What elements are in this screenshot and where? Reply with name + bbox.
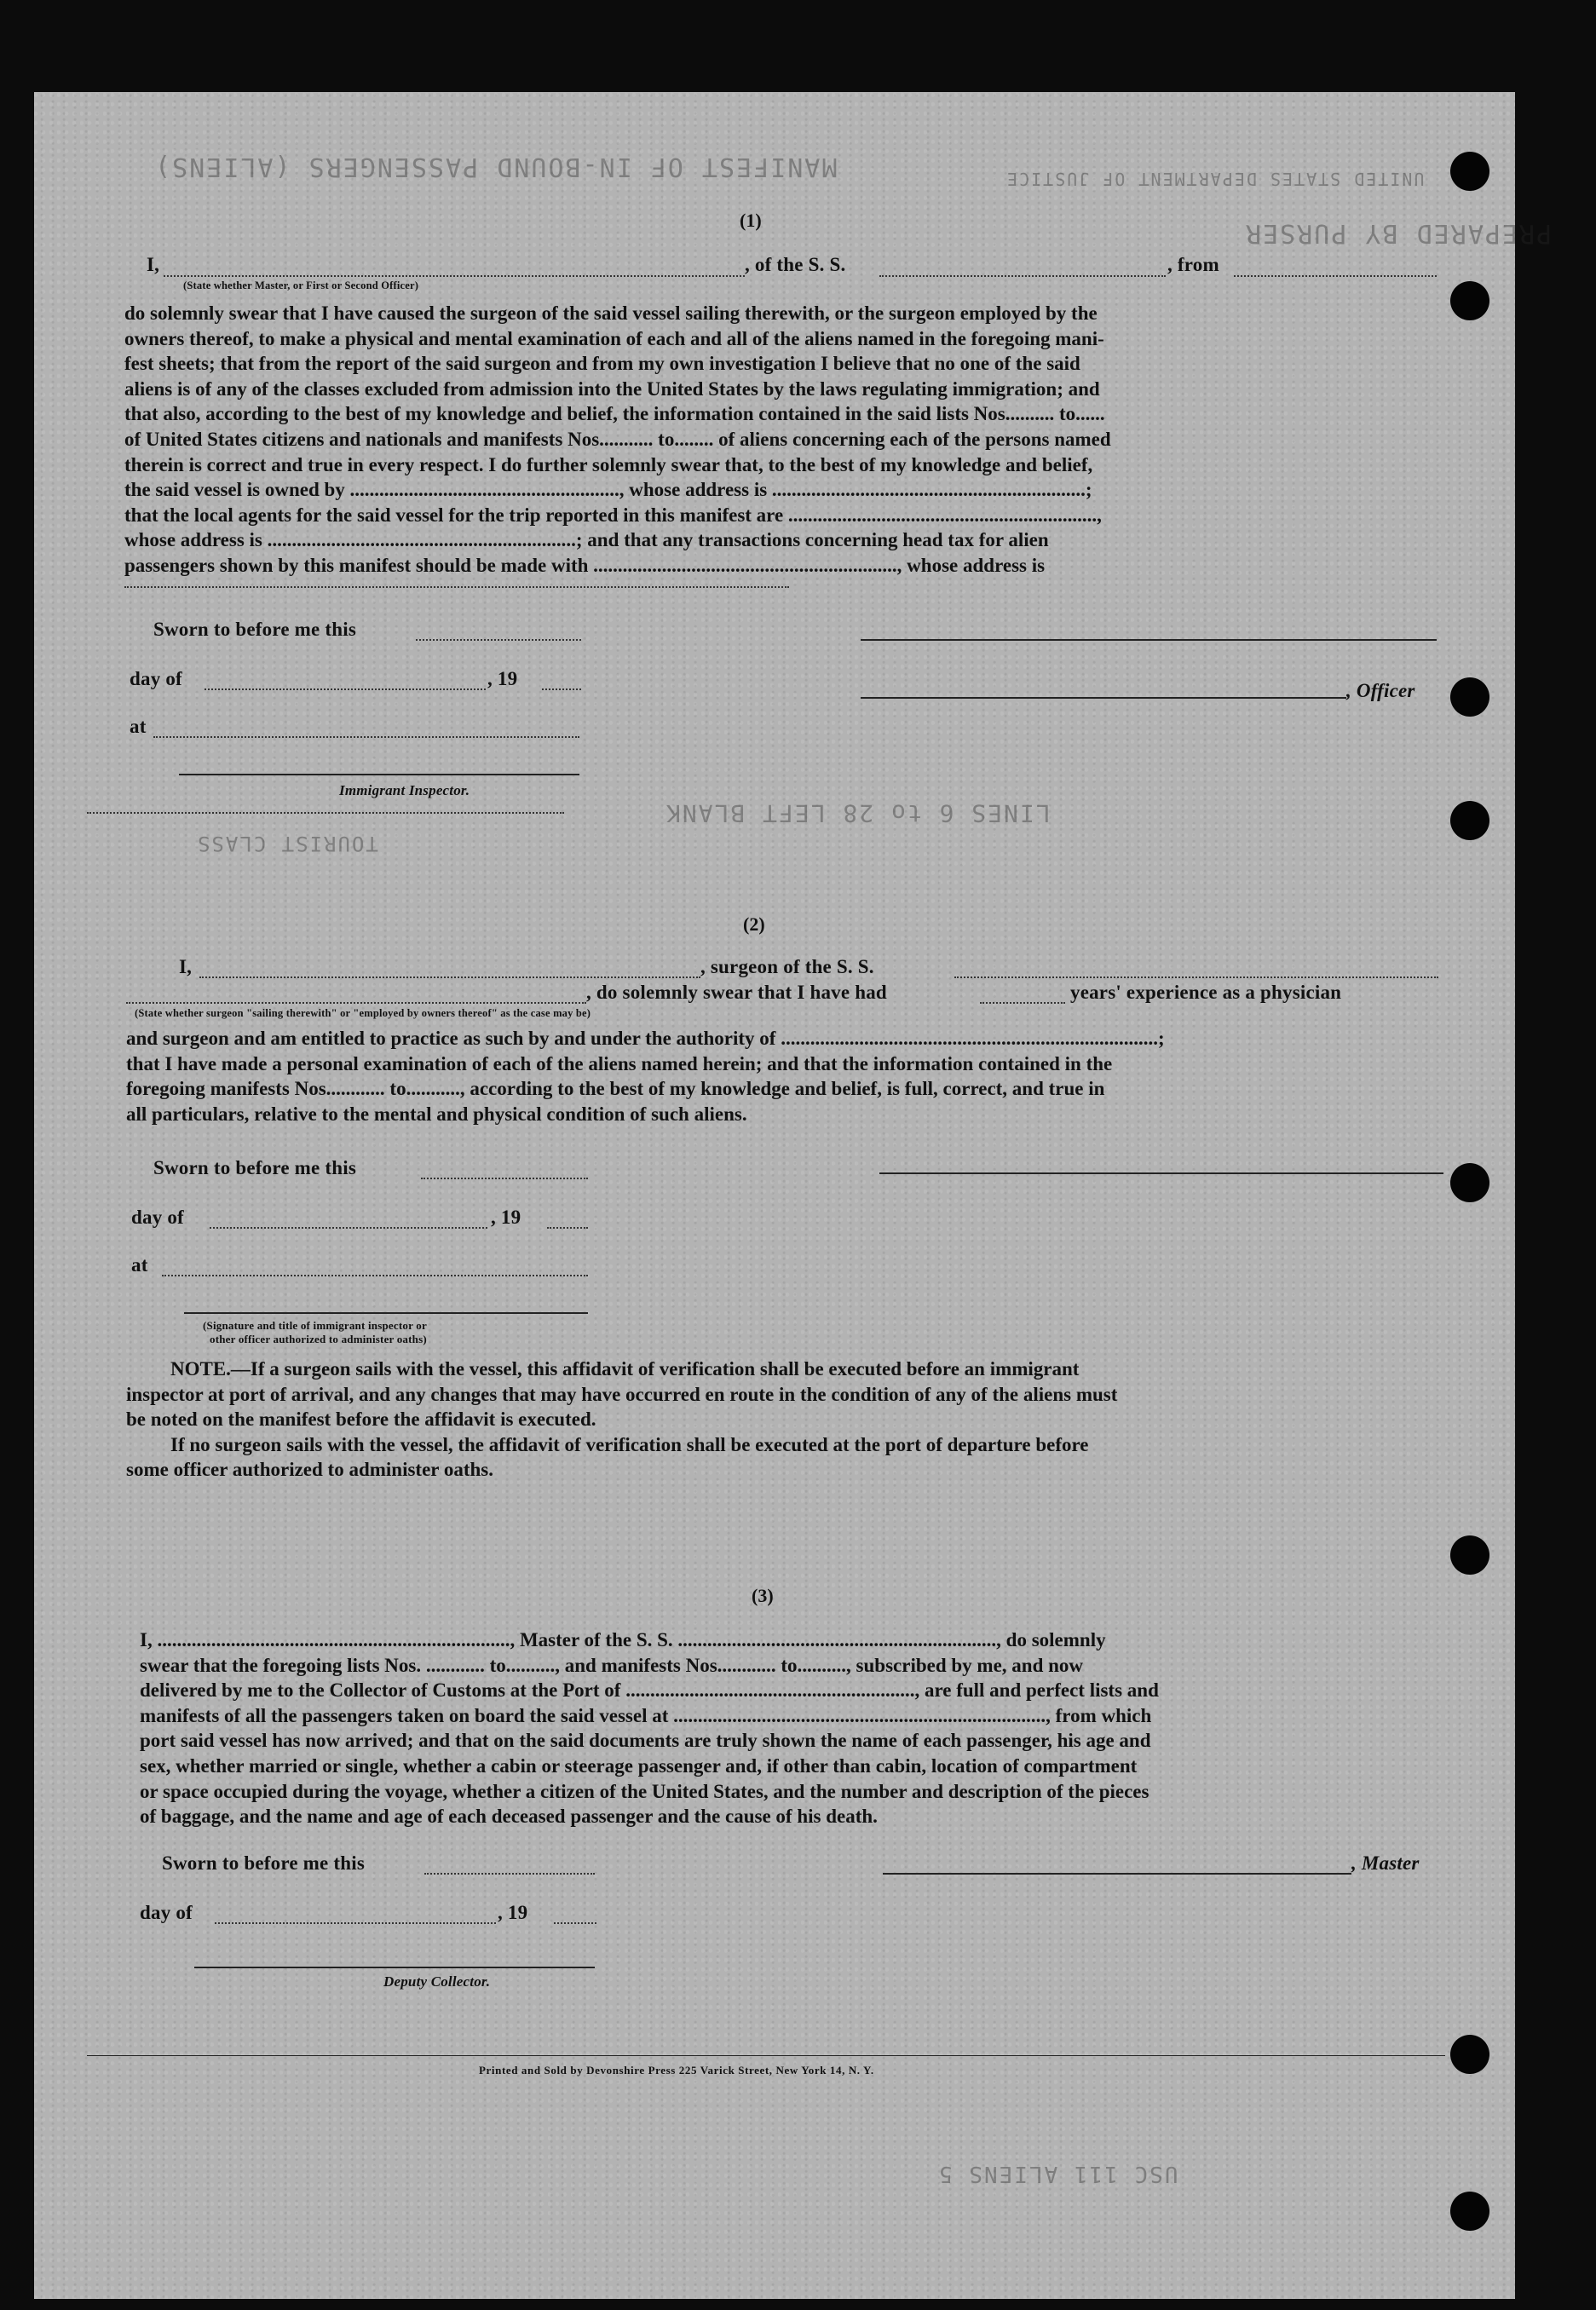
s2-status-line [126,1002,586,1004]
s1-line: of United States citizens and nationals and manifests Nos........... to........ of aliens concerning each of the persons named [124,429,1111,450]
bleed-tourist: TOURIST CLASS [196,832,378,855]
s2-inspector-line [184,1312,588,1314]
s2-line: all particulars, relative to the mental and physical condition of such aliens. [126,1103,747,1125]
from-port-line [1234,275,1437,277]
punch-hole [1450,677,1489,717]
s3-sworn-line [424,1873,595,1875]
agent-address-line [124,586,789,588]
s2-sig-note-2: other officer authorized to administer oaths) [210,1333,427,1345]
punch-hole [1450,281,1489,320]
s2-sworn-label: Sworn to before me this [153,1157,356,1178]
s2-at-line [162,1275,588,1276]
s3-day-line [215,1922,496,1924]
s1-line: aliens is of any of the classes excluded from admission into the United States by the laws regulating immigration; and [124,377,1100,400]
s3-collector-label: Deputy Collector. [383,1973,491,1990]
oath-i-label: I, [147,254,160,275]
s1-at-label: at [130,716,147,737]
s3-line: I, ........................................................................, Master of the S. S. ................................................................., do solemnly [140,1629,1106,1650]
bleed-bottom: USC 111 ALIENS 5 [937,2161,1178,2186]
footer-rule [87,2055,1445,2056]
s1-year-label: , 19 [487,668,518,689]
s2-sworn-line [421,1178,588,1179]
s3-line: of baggage, and the name and age of each deceased passenger and the cause of his death. [140,1806,878,1828]
punch-hole [1450,2192,1489,2231]
oath-ss-label: , of the S. S. [745,254,846,275]
s1-line: the said vessel is owned by ......................................................., whose address is ................................................................; [124,479,1092,501]
s2-at-label: at [131,1254,148,1276]
section-3-number: (3) [752,1585,774,1606]
s2-years-line [980,1002,1065,1004]
s2-note-line: be noted on the manifest before the affidavit is executed. [126,1408,596,1431]
s3-year-label: , 19 [498,1902,528,1923]
s3-line: or space occupied during the voyage, whether a citizen of the United States, and the number and description of the pieces [140,1780,1149,1802]
printer-footer: Printed and Sold by Devonshire Press 225 Varick Street, New York 14, N. Y. [479,2064,874,2077]
s2-signature-line [879,1172,1443,1174]
s1-officer-label: , Officer [1346,680,1415,701]
s3-line: manifests of all the passengers taken on board the said vessel at ............................................................................, from which [140,1704,1152,1726]
s1-line: do solemnly swear that I have caused the surgeon of the said vessel sailing therewith, or the surgeon employed by the [124,302,1098,324]
punch-hole [1450,1163,1489,1202]
s1-line: owners thereof, to make a physical and mental examination of each and all of the aliens named in the foregoing mani- [124,327,1104,349]
section-2-number: (2) [743,913,765,935]
s1-sworn-label: Sworn to before me this [153,619,356,640]
s2-line: foregoing manifests Nos............ to..........., according to the best of my knowledge and belief, is full, correct, and true in [126,1078,1105,1100]
s3-line: port said vessel has now arrived; and that on the said documents are truly shown the name of each passenger, his age and [140,1730,1151,1752]
s1-line: fest sheets; that from the report of the said surgeon and from my own investigation I believe that no one of the said [124,353,1080,375]
s1-line: whose address is ...............................................................; and that any transactions concerning head tax for alien [124,529,1049,551]
s3-line: sex, whether married or single, whether a cabin or steerage passenger and, if other than cabin, location of compartment [140,1755,1138,1777]
officer-note: (State whether Master, or First or Second Officer) [183,279,419,291]
s3-line: swear that the foregoing lists Nos. ............ to.........., and manifests Nos............ to.........., subscribed by me, and now [140,1654,1084,1676]
punch-hole [1450,1535,1489,1575]
vessel-name-line [879,275,1166,277]
master-name-line [164,275,745,277]
s2-name-line [199,976,700,978]
s1-day-line [205,688,486,690]
s1-inspector-line [179,774,579,775]
s2-surgeon-note: (State whether surgeon "sailing therewith" or "employed by owners thereof" as the case may be) [135,1007,591,1019]
s1-line: passengers shown by this manifest should be made with .............................................................., whose address is [124,555,1046,576]
s3-master-line [883,1873,1351,1875]
s2-year-label: , 19 [491,1207,521,1228]
s1-year-line [542,688,581,690]
s2-year-line [547,1227,588,1229]
s3-sworn-label: Sworn to before me this [162,1852,365,1874]
s3-collector-line [194,1967,595,1968]
s2-sig-note-1: (Signature and title of immigrant inspector or [203,1319,427,1332]
s1-day-label: day of [130,668,182,689]
section-1-number: (1) [740,210,762,231]
s3-line: delivered by me to the Collector of Customs at the Port of ..........................................................., are full and perfect lists and [140,1679,1159,1702]
punch-hole [1450,801,1489,840]
bleed-purser: PREPARED BY PURSER [1244,218,1553,248]
s2-day-label: day of [131,1207,184,1228]
manifest-page [34,92,1553,2299]
s1-officer-line [861,697,1346,699]
s1-at-line [153,736,579,738]
s1-line: therein is correct and true in every respect. I do further solemnly swear that, to the best of my knowledge and belief, [124,453,1093,475]
s2-surgeon-label: , surgeon of the S. S. [700,956,874,977]
s2-years-label: years' experience as a physician [1070,982,1342,1003]
s1-line: that the local agents for the said vessel for the trip reported in this manifest are ..............................................................., [124,504,1102,526]
s2-line: that I have made a personal examination of each of the aliens named herein; and that the information contained in the [126,1052,1113,1074]
s2-day-line [210,1227,487,1229]
s2-oath-i-label: I, [179,956,193,977]
s3-day-label: day of [140,1902,193,1923]
punch-hole [1450,2035,1489,2074]
s1-inspector-label: Immigrant Inspector. [339,782,470,798]
s2-note-line: NOTE.—If a surgeon sails with the vessel, this affidavit of verification shall be executed before an immigrant [170,1358,1080,1380]
s3-year-line [554,1922,596,1924]
s2-note-line: If no surgeon sails with the vessel, the affidavit of verification shall be executed at the port of departure before [170,1433,1089,1455]
s2-swear-label: , do solemnly swear that I have had [586,982,887,1003]
s2-note-line: some officer authorized to administer oaths. [126,1459,493,1481]
s1-divider-dots [87,812,564,814]
s2-line: and surgeon and am entitled to practice as such by and under the authority of .............................................................................; [126,1028,1165,1049]
s2-vessel-line [954,976,1438,978]
s1-signature-line [861,639,1437,641]
bleed-lines: LINES 6 to 28 LEFT BLANK [665,799,1051,827]
s1-line: that also, according to the best of my knowledge and belief, the information contained in the said lists Nos.......... to...... [124,403,1105,425]
bleed-dept: UNITED STATES DEPARTMENT OF JUSTICE [1005,169,1425,189]
s1-sworn-line [416,639,581,641]
punch-hole [1450,152,1489,191]
bleed-title: MANIFEST OF IN-BOUND PASSENGERS (ALIENS) [153,152,838,181]
s2-note-line: inspector at port of arrival, and any changes that may have occurred en route in the condition of any of the aliens must [126,1383,1118,1405]
s3-master-label: , Master [1351,1852,1420,1874]
oath-from-label: , from [1167,254,1219,275]
